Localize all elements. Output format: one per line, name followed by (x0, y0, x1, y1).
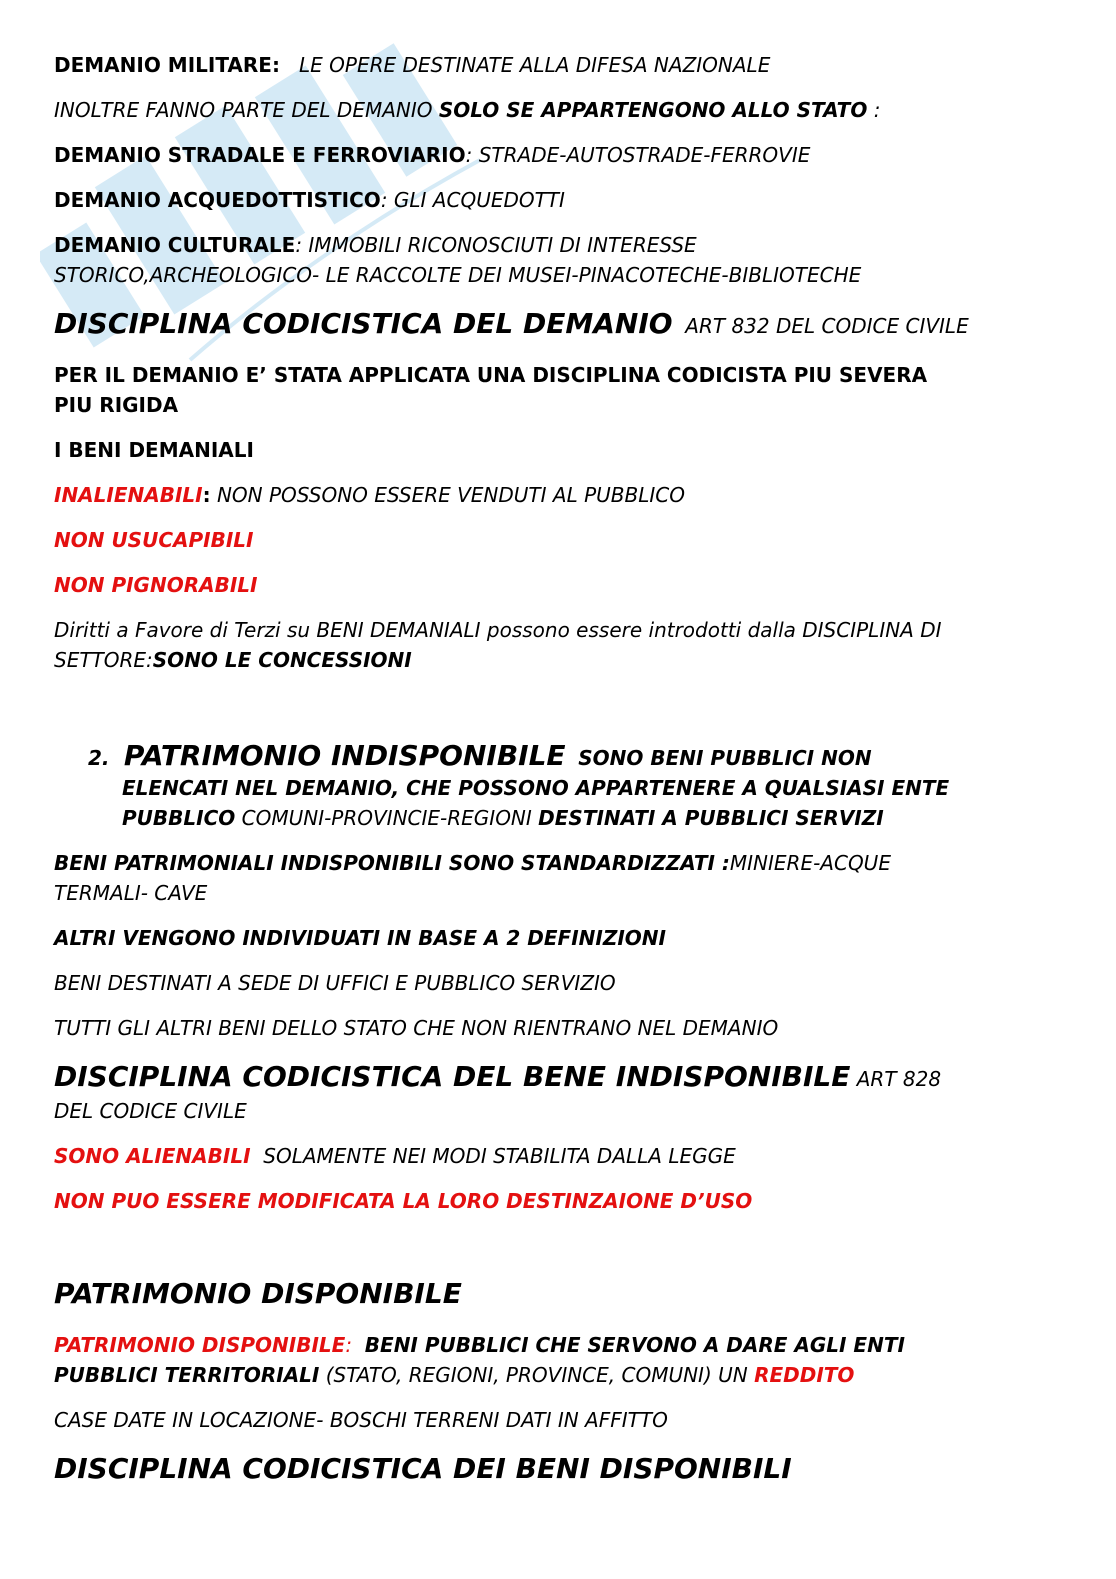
red-term: SONO ALIENABILI (54, 1144, 251, 1168)
line-demanio-stradale (54, 140, 1064, 170)
definition: LE OPERE DESTINATE ALLA DIFESA NAZIONALE (299, 53, 771, 77)
heading-disciplina-demanio (54, 306, 1064, 344)
line-beni-destinati: BENI DESTINATI A SEDE DI UFFICI E PUBBLICO SERVIZIO (54, 971, 616, 995)
heading-ref: ART 832 DEL CODICE CIVILE (685, 314, 969, 338)
line-inoltre (54, 95, 1064, 125)
text: (STATO, REGIONI, PROVINCE, COMUNI) UN (325, 1363, 748, 1387)
line-non-pignorabili: NON PIGNORABILI (54, 573, 258, 597)
heading-text: PATRIMONIO INDISPONIBILE (123, 739, 566, 772)
term: DEMANIO MILITARE: (54, 53, 280, 77)
line-case-date: CASE DATE IN LOCAZIONE- BOSCHI TERRENI DATI IN AFFITTO (54, 1408, 668, 1432)
text: INOLTRE FANNO PARTE DEL DEMANIO (54, 98, 433, 122)
line-sono-alienabili (54, 1141, 1064, 1171)
line-beni-patrimoniali-2: TERMALI- CAVE (54, 881, 208, 905)
line-diritti-2 (54, 645, 1064, 675)
term: DEMANIO STRADALE E FERROVIARIO (54, 143, 466, 167)
red-term: PATRIMONIO DISPONIBILE (54, 1333, 346, 1357)
section-2-line-2: ELENCATI NEL DEMANIO, CHE POSSONO APPARTENERE A QUALSIASI ENTE (122, 776, 950, 800)
red-term: INALIENABILI (54, 483, 203, 507)
definition: : GLI ACQUEDOTTI (380, 188, 565, 212)
heading-disciplina-indisponibile (54, 1059, 1064, 1097)
line-diritti: Diritti a Favore di Terzi su BENI DEMANIALI possono essere introdotti dalla DISCIPLINA DI (54, 618, 942, 642)
line-beni-patrimoniali (54, 848, 1064, 878)
definition: : STRADE-AUTOSTRADE-FERROVIE (465, 143, 811, 167)
list-number: 2. (88, 746, 110, 770)
heading-patrimonio-disponibile: PATRIMONIO DISPONIBILE (54, 1277, 462, 1310)
line-tutti-gli-altri: TUTTI GLI ALTRI BENI DELLO STATO CHE NON RIENTRANO NEL DEMANIO (54, 1016, 779, 1040)
section-2-heading (88, 738, 1098, 776)
text: COMUNI-PROVINCIE-REGIONI (241, 806, 532, 830)
heading-disciplina-indisponibile-2: DEL CODICE CIVILE (54, 1099, 247, 1123)
section-2-line-3 (122, 803, 1116, 833)
punct: : (873, 98, 881, 122)
emphasis: SOLO SE APPARTENGONO ALLO STATO (438, 98, 868, 122)
term: DEMANIO CULTURALE (54, 233, 296, 257)
red-term: REDDITO (754, 1363, 855, 1387)
line-patrimonio-disponibile (54, 1330, 1064, 1360)
heading-text: DISCIPLINA CODICISTICA DEL DEMANIO (54, 307, 673, 340)
emphasis: PUBBLICI TERRITORIALI (54, 1363, 320, 1387)
term: DEMANIO ACQUEDOTTISTICO (54, 188, 381, 212)
line-non-usucapibili: NON USUCAPIBILI (54, 528, 254, 552)
line-demanio-acquedottistico (54, 185, 1064, 215)
heading-text: DISCIPLINA CODICISTICA DEL BENE INDISPONIBILE (54, 1060, 851, 1093)
line-beni-demaniali: I BENI DEMANIALI (54, 438, 254, 462)
definition: SOLAMENTE NEI MODI STABILITA DALLA LEGGE (263, 1144, 736, 1168)
line-demanio-culturale-2: STORICO,ARCHEOLOGICO- LE RACCOLTE DEI MUSEI-PINACOTECHE-BIBLIOTECHE (54, 263, 862, 287)
emphasis: DESTINATI A PUBBLICI SERVIZI (538, 806, 884, 830)
line-per-il-demanio-2: PIU RIGIDA (54, 393, 179, 417)
emphasis: PUBBLICO (122, 806, 236, 830)
emphasis: SONO LE CONCESSIONI (152, 648, 412, 672)
definition: : IMMOBILI RICONOSCIUTI DI INTERESSE (295, 233, 697, 257)
line-altri-vengono: ALTRI VENGONO INDIVIDUATI IN BASE A 2 DEFINIZIONI (54, 926, 666, 950)
text: MINIERE-ACQUE (729, 851, 891, 875)
line-demanio-culturale (54, 230, 1064, 260)
heading-ref: ART 828 (856, 1067, 942, 1091)
line-demanio-militare (54, 50, 1064, 80)
line-per-il-demanio: PER IL DEMANIO E’ STATA APPLICATA UNA DISCIPLINA CODICISTA PIU SEVERA (54, 363, 928, 387)
emphasis: BENI PUBBLICI CHE SERVONO A DARE AGLI ENTI (364, 1333, 905, 1357)
line-patrimonio-disponibile-2 (54, 1360, 1064, 1390)
definition: NON POSSONO ESSERE VENDUTI AL PUBBLICO (216, 483, 685, 507)
heading-disciplina-disponibili: DISCIPLINA CODICISTICA DEI BENI DISPONIBILI (54, 1452, 792, 1485)
punct: : (345, 1333, 353, 1357)
punct: : (202, 483, 211, 507)
heading-continuation: SONO BENI PUBBLICI NON (578, 746, 872, 770)
line-non-puo: NON PUO ESSERE MODIFICATA LA LORO DESTINZAIONE D’USO (54, 1189, 753, 1213)
emphasis: BENI PATRIMONIALI INDISPONIBILI SONO STANDARDIZZATI : (54, 851, 730, 875)
line-inalienabili (54, 480, 1064, 510)
text: SETTORE: (54, 648, 153, 672)
